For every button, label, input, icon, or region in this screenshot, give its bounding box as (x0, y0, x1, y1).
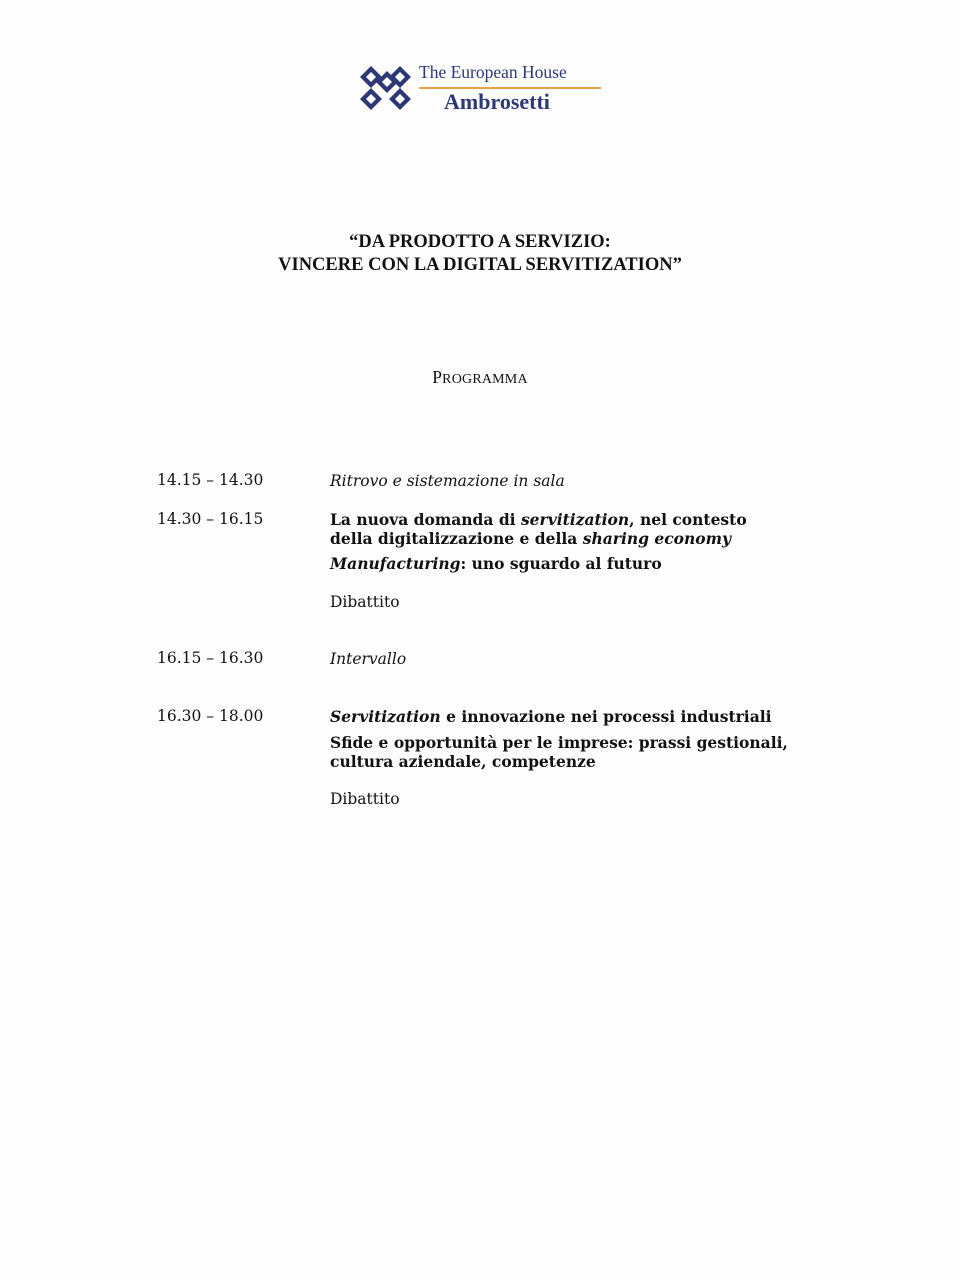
text-run: : uno sguardo al futuro (460, 554, 662, 573)
schedule-item-2-line-2 (330, 529, 731, 549)
schedule-item-2-note: Dibattito (330, 593, 400, 611)
schedule-time-1: 14.15 – 14.30 (157, 471, 264, 489)
schedule-item-4-note: Dibattito (330, 790, 400, 808)
schedule-item-4-line-2: Sfide e opportunità per le imprese: prassi gestionali, (330, 733, 788, 752)
schedule-time-4: 16.30 – 18.00 (157, 707, 264, 725)
title-line-2: VINCERE CON LA DIGITAL SERVITIZATION” (278, 255, 682, 275)
schedule-item-2-line-1 (330, 510, 747, 530)
schedule-item-4-line-3: cultura aziendale, competenze (330, 752, 596, 771)
heading-initial: P (432, 367, 443, 387)
schedule-time-2: 14.30 – 16.15 (157, 510, 264, 528)
document-title (0, 231, 960, 277)
text-run: della digitalizzazione e della (330, 529, 583, 548)
schedule-item-3: Intervallo (330, 650, 407, 668)
logo-text-bottom: Ambrosetti (444, 89, 550, 114)
logo-mark-icon (360, 66, 414, 110)
text-run-italic: Servitization (330, 707, 441, 726)
section-heading (0, 367, 960, 388)
company-logo (360, 62, 605, 114)
text-run: e innovazione nei processi industriali (440, 707, 772, 726)
schedule-item-1: Ritrovo e sistemazione in sala (330, 472, 565, 490)
schedule-time-3: 16.15 – 16.30 (157, 649, 264, 667)
heading-rest: ROGRAMMA (442, 372, 528, 387)
text-run: , nel contesto (629, 510, 747, 529)
schedule-item-4-line-1 (330, 707, 772, 727)
title-line-1: “DA PRODOTTO A SERVIZIO: (349, 232, 611, 252)
schedule-item-2-line-3 (330, 554, 662, 574)
text-run: La nuova domanda di (330, 510, 521, 529)
logo-text-top: The European House (419, 62, 567, 82)
text-run-italic: Manufacturing (330, 554, 461, 573)
text-run-italic: sharing economy (582, 529, 731, 548)
text-run-italic: servitization (520, 510, 630, 529)
